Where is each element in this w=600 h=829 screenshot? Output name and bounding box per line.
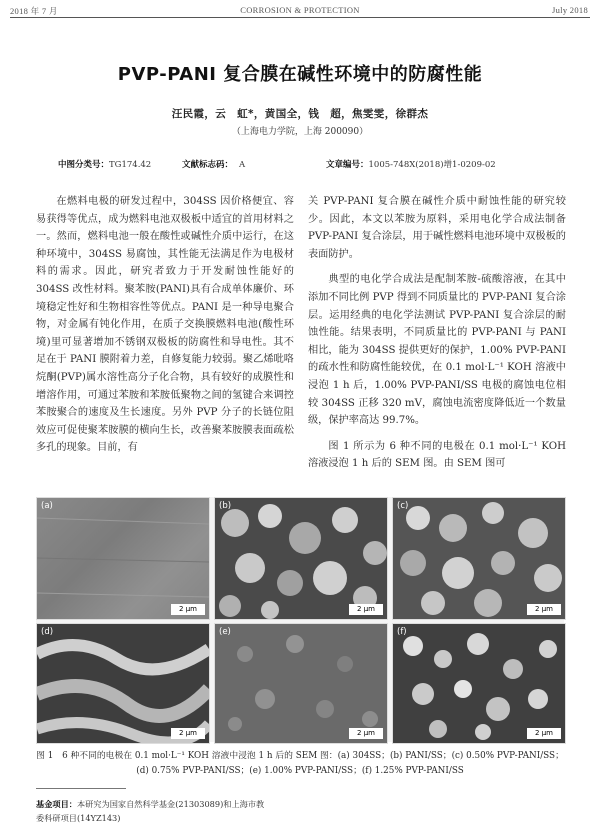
panel-label: (a) xyxy=(41,501,53,511)
running-header xyxy=(0,3,600,17)
panel-label: (c) xyxy=(397,501,409,511)
article-label: 文章编号： xyxy=(326,160,369,170)
doc-label: 文献标志码： xyxy=(182,160,234,170)
footnote-label: 基金项目： xyxy=(36,799,77,809)
clc-number xyxy=(58,158,151,170)
scale-bar: 2 μm xyxy=(349,728,383,739)
doc-code xyxy=(182,158,245,170)
body-paragraph: 在燃料电极的研发过程中，304SS 因价格便宜、容易获得等优点，成为燃料电池双极板中适宜的首用材料之一。然而，燃料电池一般在酸性或碱性介质中运行，在这种环境中，304SS 易腐蚀，其性能无法满足作为电极材料的需求。因此，研究者致力于开发耐蚀性能好的 304SS 改性材料。聚苯胺(PANI)具有合成单体廉价、环境稳定性好和生物相容性等优点。PANI 是一种导电聚合物，对金属有钝化作用，在质子交换膜燃料电池(酸性环境)里可显著增加不锈钢双极板的防腐性和导电性。其不足在于 PANI 膜附着力差，自修复能力较弱。聚乙烯吡咯烷酮(PVP)属水溶性高分子化合物，具有较好的成膜性和增溶作用，可通过苯胺和苯胺低聚物之间的氢键合来调控苯胺聚合的速度及生长速度。另外 PVP 分子的长链位阻效应可促使聚苯胺膜的横向生长，改善聚苯胺膜表面疏松多孔的现象。目前，有 xyxy=(36,196,294,454)
funding-footnote xyxy=(36,797,356,825)
caption-line: (d) 0.75% PVP-PANI/SS；(e) 1.00% PVP-PANI/SS；(f) 1.25% PVP-PANI/SS xyxy=(136,766,464,776)
clc-value: TG174.42 xyxy=(109,160,152,170)
sem-panel-c xyxy=(392,497,566,620)
article-number xyxy=(326,158,496,170)
sem-texture-porous xyxy=(215,498,387,619)
sem-panel-f xyxy=(392,623,566,744)
header-date-en: July 2018 xyxy=(552,5,588,15)
header-date: 2018 年 7 月 xyxy=(10,6,58,16)
right-column xyxy=(308,193,566,473)
header-journal: CORROSION & PROTECTION xyxy=(240,5,360,15)
sem-texture-granular xyxy=(393,624,565,743)
author-list: 汪民霞，云 虹*，黄国全，钱 超，焦雯雯，徐群杰 xyxy=(171,108,429,120)
scale-bar: 2 μm xyxy=(527,728,561,739)
panel-label: (b) xyxy=(219,501,232,511)
sem-panel-b xyxy=(214,497,388,620)
sem-panel-d xyxy=(36,623,210,744)
sem-figure xyxy=(36,497,564,742)
article-value: 1005-748X(2018)增1-0209-02 xyxy=(368,160,496,170)
sem-texture-dense xyxy=(215,624,387,743)
header-divider xyxy=(10,17,590,18)
panel-label: (f) xyxy=(397,627,407,637)
sem-texture-porous xyxy=(393,498,565,619)
sem-texture-fibrous xyxy=(37,624,209,743)
scale-bar: 2 μm xyxy=(171,604,205,615)
caption-line: 图 1 6 种不同的电极在 0.1 mol·L⁻¹ KOH 溶液中浸泡 1 h 后的 SEM 图：(a) 304SS；(b) PANI/SS；(c) 0.50% PVP-PANI/SS； xyxy=(36,751,564,761)
figure-caption xyxy=(0,749,600,779)
footnote-divider xyxy=(36,788,126,789)
clc-label: 中图分类号： xyxy=(58,160,110,170)
scale-bar: 2 μm xyxy=(349,604,383,615)
affiliation: （上海电力学院，上海 200090） xyxy=(231,127,369,137)
footnote-text: 本研究为国家自然科学基金(21303089)和上海市教 xyxy=(76,799,265,809)
panel-label: (d) xyxy=(41,627,54,637)
body-paragraph: 典型的电化学合成法是配制苯胺-硫酸溶液，在其中添加不同比例 PVP 得到不同质量比的 PVP-PANI 复合涂层。运用经典的电化学法测试 PVP-PANI 复合涂层的耐蚀性能。结果表明，不同质量比的 PVP-PANI 与 PANI 相比，能为 304SS 提供更好的保护，1.00% PVP-PANI 的疏水性和防腐性能较优，在 0.1 mol·L⁻¹ KOH 溶液中浸泡 1 h 后，1.00% PVP-PANI/SS 电极的腐蚀电位相较 304SS 正移 320 mV，腐蚀电流密度降低近一个数量级，保护率高达 99.7%。 xyxy=(308,274,566,427)
body-paragraph: 关 PVP-PANI 复合膜在碱性介质中耐蚀性能的研究较少。因此，本文以苯胺为原料，采用电化学合成法制备 PVP-PANI 复合涂层，用于碱性燃料电池环境中双极板的表面防护。 xyxy=(308,196,566,260)
sem-texture-smooth xyxy=(37,498,209,619)
sem-panel-e xyxy=(214,623,388,744)
footnote-text: 委科研项目(14YZ143) xyxy=(36,813,121,823)
doc-value: A xyxy=(239,160,246,170)
scale-bar: 2 μm xyxy=(527,604,561,615)
sem-panel-a xyxy=(36,497,210,620)
panel-label: (e) xyxy=(219,627,231,637)
body-paragraph: 图 1 所示为 6 种不同的电极在 0.1 mol·L⁻¹ KOH 溶液浸泡 1 h 后的 SEM 图。由 SEM 图可 xyxy=(308,440,566,470)
paper-title: PVP-PANI 复合膜在碱性环境中的防腐性能 xyxy=(117,64,483,85)
scale-bar: 2 μm xyxy=(171,728,205,739)
left-column xyxy=(36,193,294,457)
